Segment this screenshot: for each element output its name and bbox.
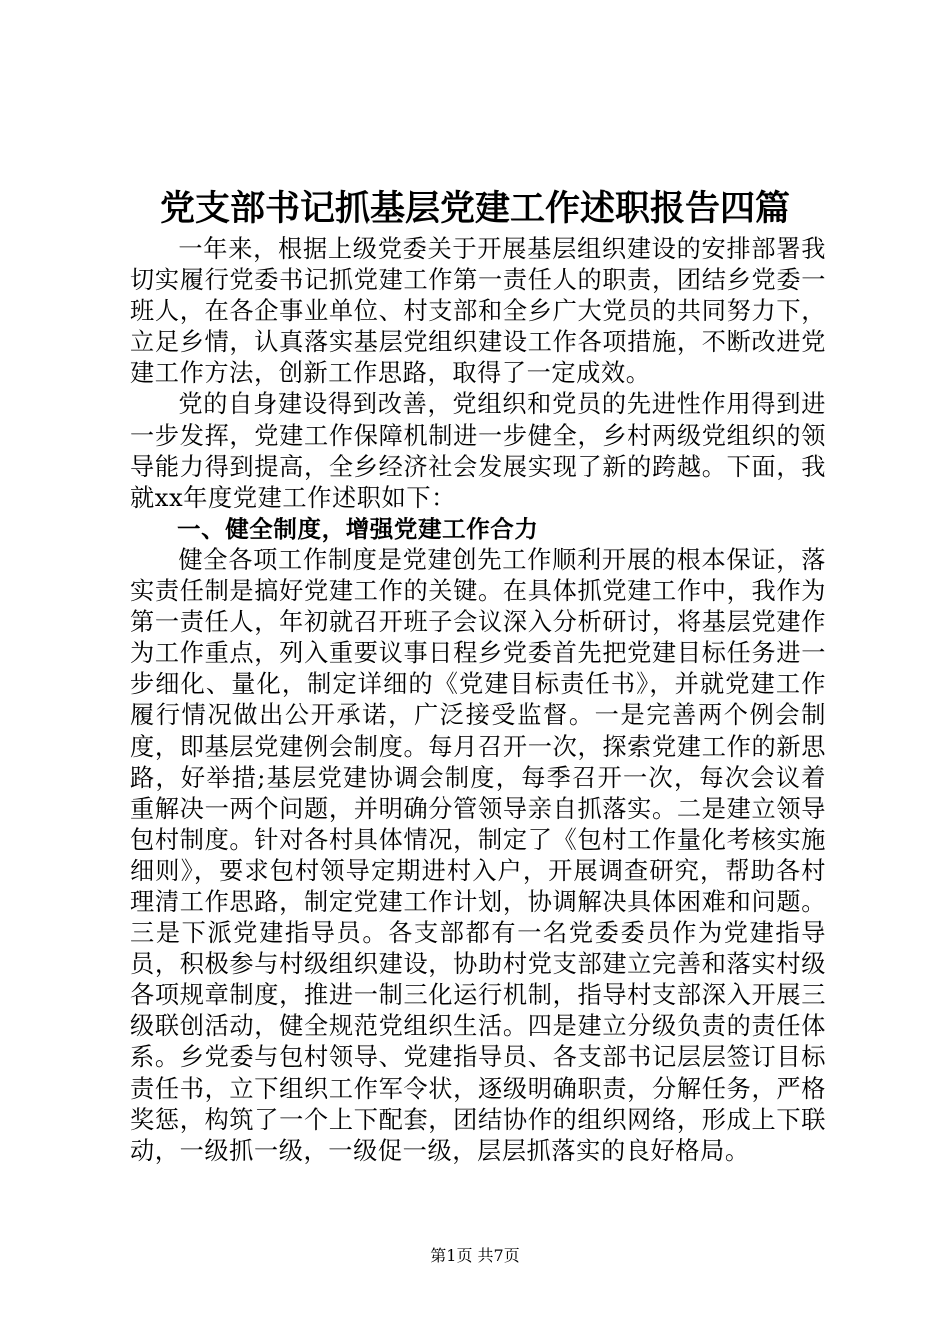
document-title: 党支部书记抓基层党建工作述职报告四篇 xyxy=(159,189,790,229)
paragraph-intro: 一年来，根据上级党委关于开展基层组织建设的安排部署我切实履行党委书记抓党建工作第一责任人的职责，团结乡党委一班人，在各企事业单位、村支部和全乡广大党员的共同努力下，立足乡情，认真落实基层党组织建设工作各项措施，不断改进党建工作方法，创新工作思路，取得了一定成效。 xyxy=(130,235,826,388)
paragraph-section-1: 健全各项工作制度是党建创先工作顺利开展的根本保证，落实责任制是搞好党建工作的关键。在具体抓党建工作中，我作为第一责任人，年初就召开班子会议深入分析研讨，将基层党建作为工作重点，列入重要议事日程乡党委首先把党建目标任务进一步细化、量化，制定详细的《党建目标责任书》，并就党建工作履行情况做出公开承诺，广泛接受监督。一是完善两个例会制度，即基层党建例会制度。每月召开一次，探索党建工作的新思路，好举措;基层党建协调会制度，每季召开一次，每次会议着重解决一两个问题，并明确分管领导亲自抓落实。二是建立领导包村制度。针对各村具体情况，制定了《包村工作量化考核实施细则》，要求包村领导定期进村入户，开展调查研究，帮助各村理清工作思路，制定党建工作计划，协调解决具体困难和问题。三是下派党建指导员。各支部都有一名党委委员作为党建指导员，积极参与村级组织建设，协助村党支部建立完善和落实村级各项规章制度，推进一制三化运行机制，指导村支部深入开展三级联创活动，健全规范党组织生活。四是建立分级负责的责任体系。乡党委与包村领导、党建指导员、各支部书记层层签订目标责任书，立下组织工作军令状，逐级明确职责，分解任务，严格奖惩，构筑了一个上下配套，团结协作的组织网络，形成上下联动，一级抓一级，一级促一级，层层抓落实的良好格局。 xyxy=(130,545,826,1165)
page-footer: 第1页 共7页 xyxy=(430,1246,520,1265)
document-body xyxy=(130,234,826,1167)
paragraph-overview: 党的自身建设得到改善，党组织和党员的先进性作用得到进一步发挥，党建工作保障机制进一步健全，乡村两级党组织的领导能力得到提高，全乡经济社会发展实现了新的跨越。下面，我就xx年度党建工作述职如下： xyxy=(130,390,826,512)
section-heading: 一、健全制度，增强党建工作合力 xyxy=(177,514,539,543)
